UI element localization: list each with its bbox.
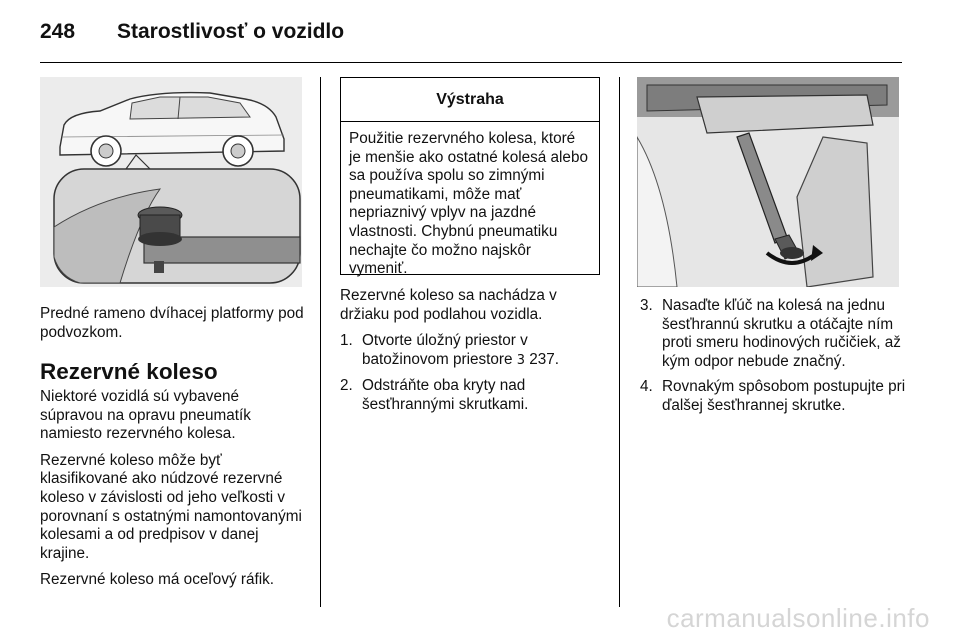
step-text: Rovnakým spôsobom postupujte pri ďalšej šesťhrannej skrutke. bbox=[662, 378, 906, 414]
car-lift-illustration bbox=[40, 77, 302, 287]
column-divider-right bbox=[619, 77, 620, 607]
warning-text: Použitie rezervného kolesa, ktoré je menšie ako ostatné kolesá alebo sa používa spolu so zimnými pneumatikami, môže mať nepriaznivý vplyv na jazdné vlastnosti. Chybnú pneumatiku nechajte čo možno najskôr vymeniť. bbox=[349, 130, 588, 278]
page-number: 248 bbox=[40, 20, 76, 43]
paragraph-3: Rezervné koleso má oceľový ráfik. bbox=[40, 571, 275, 589]
list-item bbox=[640, 297, 910, 371]
watermark: carmanualsonline.info bbox=[666, 603, 930, 633]
step-text: Odstráňte oba kryty nad šesťhrannými skrutkami. bbox=[362, 377, 529, 413]
steps-list-1 bbox=[340, 332, 605, 414]
paragraph-2: Rezervné koleso môže byť klasifikované ako núdzové rezervné koleso v závislosti od jeho veľkosti v porovnaní s ostatnými namontovanými kolesami a od predpisov v danej krajine. bbox=[40, 451, 302, 562]
steps-list-2 bbox=[640, 297, 910, 416]
step-text bbox=[362, 332, 605, 370]
page-title: Starostlivosť o vozidlo bbox=[117, 20, 345, 43]
warning-box bbox=[340, 77, 600, 278]
page-reference-icon: 3 bbox=[516, 352, 526, 368]
list-item bbox=[340, 332, 605, 370]
column-divider-left bbox=[320, 77, 321, 607]
list-item bbox=[340, 377, 605, 414]
step-text-body: Otvorte úložný priestor v batožinovom priestore bbox=[362, 332, 528, 368]
warning-title: Výstraha bbox=[341, 78, 599, 122]
col3-body bbox=[640, 297, 910, 423]
figure-wrench-hex-bolt bbox=[637, 77, 899, 287]
step-number: 2. bbox=[340, 377, 353, 395]
col1-body bbox=[40, 388, 305, 598]
figure-lifting-platform bbox=[40, 77, 302, 287]
figure-caption bbox=[40, 305, 305, 350]
step-number: 4. bbox=[640, 378, 653, 396]
paragraph-1: Niektoré vozidlá sú vybavené súpravou na opravu pneumatík namiesto rezervného kolesa. bbox=[40, 388, 251, 443]
list-item bbox=[640, 378, 910, 415]
wrench-illustration bbox=[637, 77, 899, 287]
step-text: Nasaďte kľúč na kolesá na jednu šesťhrannú skrutku a otáčajte ním proti smeru hodinových ručičiek, až kým odpor nebude značný. bbox=[662, 297, 901, 370]
section-heading: Rezervné koleso bbox=[40, 359, 218, 384]
page-header bbox=[40, 18, 902, 63]
page-reference-number: 237. bbox=[525, 350, 560, 368]
step-number: 3. bbox=[640, 297, 653, 314]
intro-text: Rezervné koleso sa nachádza v držiaku pod podlahou vozidla. bbox=[340, 287, 557, 323]
col2-body bbox=[340, 287, 605, 422]
step-number: 1. bbox=[340, 332, 353, 350]
caption-text: Predné rameno dvíhacej platformy pod podvozkom. bbox=[40, 305, 304, 341]
